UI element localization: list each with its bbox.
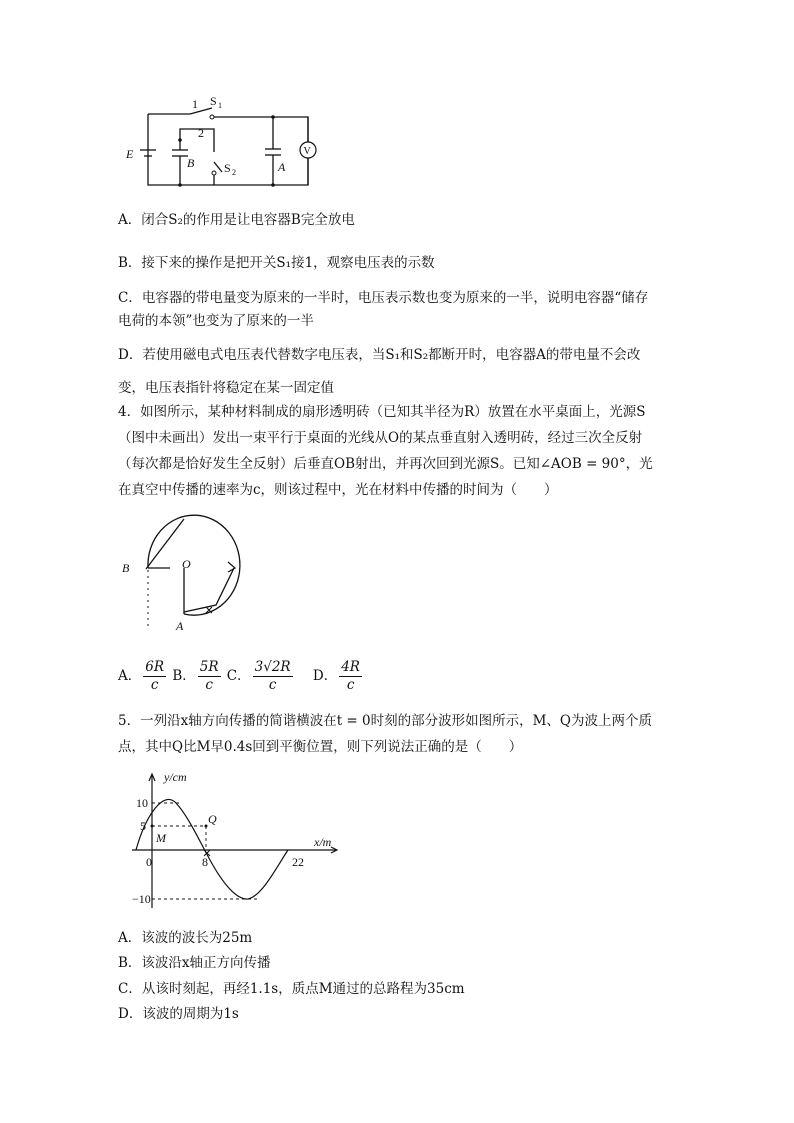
label-a: A [278,160,286,174]
q5-option-b: B．该波沿x轴正方向传播 [118,955,271,971]
label-s2: S [224,161,231,175]
q4-options [118,655,364,697]
q5-option-d: D．该波的周期为1s [118,1006,239,1022]
q4-option-c-numerator: 3√2R [254,659,291,675]
q4-option-c-denominator: c [268,677,277,693]
tick-neg10: −10 [132,892,151,906]
q4-option-d-numerator: 4R [341,659,360,675]
q4-option-b-denominator: c [205,677,213,693]
tick-5: 5 [140,819,146,833]
label-a: A [176,619,184,633]
q4-option-b-label: B． [172,668,196,684]
q4-stem-line2: （图中未画出）发出一束平行于桌面的光线从O的某点垂直射入透明砖，经过三次全反射 [118,430,643,446]
q3-option-d-line1: D．若使用磁电式电压表代替数字电压表，当S₁和S₂都断开时，电容器A的带电量不会改 [118,347,641,363]
q4-stem-line4: 在真空中传播的速率为c，则该过程中，光在材料中传播的时间为（ ） [118,482,558,498]
q4-option-d-denominator: c [346,677,355,693]
q4-stem-line1: 4．如图所示，某种材料制成的扇形透明砖（已知其半径为R）放置在水平桌面上，光源S [118,404,646,420]
q4-option-a-denominator: c [150,677,159,693]
label-s1: S [210,94,217,108]
label-contact-2: 2 [198,126,204,140]
q3-option-c-line2: 电荷的本领”也变为了原来的一半 [118,313,314,329]
label-b: B [187,156,195,170]
q4-stem-line3: （每次都是恰好发生全反射）后垂直OB射出，并再次回到光源S。已知∠AOB = 90°，光 [118,456,653,472]
tick-8: 8 [202,855,208,869]
q5-stem-line2: 点，其中Q比M早0.4s回到平衡位置，则下列说法正确的是（ ） [118,739,523,755]
q4-option-a-numerator: 6R [145,659,165,675]
sector-diagram [118,510,248,635]
voltmeter-label: V [303,146,311,157]
q3-option-a: A．闭合S₂的作用是让电容器B完全放电 [118,212,355,228]
q4-option-c-fraction [253,659,293,694]
q4-option-d-label: D． [312,668,338,684]
wave-graph [118,768,350,913]
tick-22: 22 [292,855,304,869]
q4-option-a-label: A． [118,668,142,684]
label-contact-1: 1 [192,97,198,111]
q5-stem-line1: 5．一列沿x轴方向传播的简谐横波在t = 0时刻的部分波形如图所示，M、Q为波上两个质 [118,713,653,729]
q3-option-c-line1: C．电容器的带电量变为原来的一半时，电压表示数也变为原来的一半，说明电容器“储存 [118,290,649,306]
label-q: Q [208,812,217,826]
x-axis-label: x/m [314,835,332,849]
label-e: E [126,147,134,161]
circuit-diagram [118,92,328,192]
q4-option-c-label: C． [226,668,251,684]
tick-10: 10 [136,796,148,810]
q4-option-b-numerator: 5R [199,659,219,675]
label-b: B [122,561,130,575]
q5-option-c: C．从该时刻起，再经1.1s，质点M通过的总路程为35cm [118,981,465,997]
tick-0: 0 [146,855,152,869]
label-m: M [156,831,166,845]
q4-option-b-fraction [198,659,221,694]
label-s2-sub: 2 [232,168,236,177]
q4-option-d-fraction [339,659,362,694]
q3-option-d-line2: 变，电压表指针将稳定在某一固定值 [118,380,334,396]
y-axis-label: y/cm [164,770,187,784]
label-o: O [182,557,191,571]
q3-option-b: B．接下来的操作是把开关S₁接1，观察电压表的示数 [118,255,435,271]
label-s1-sub: 1 [218,101,222,110]
q5-option-a: A．该波的波长为25m [118,930,253,946]
q4-option-a-fraction [143,659,166,694]
